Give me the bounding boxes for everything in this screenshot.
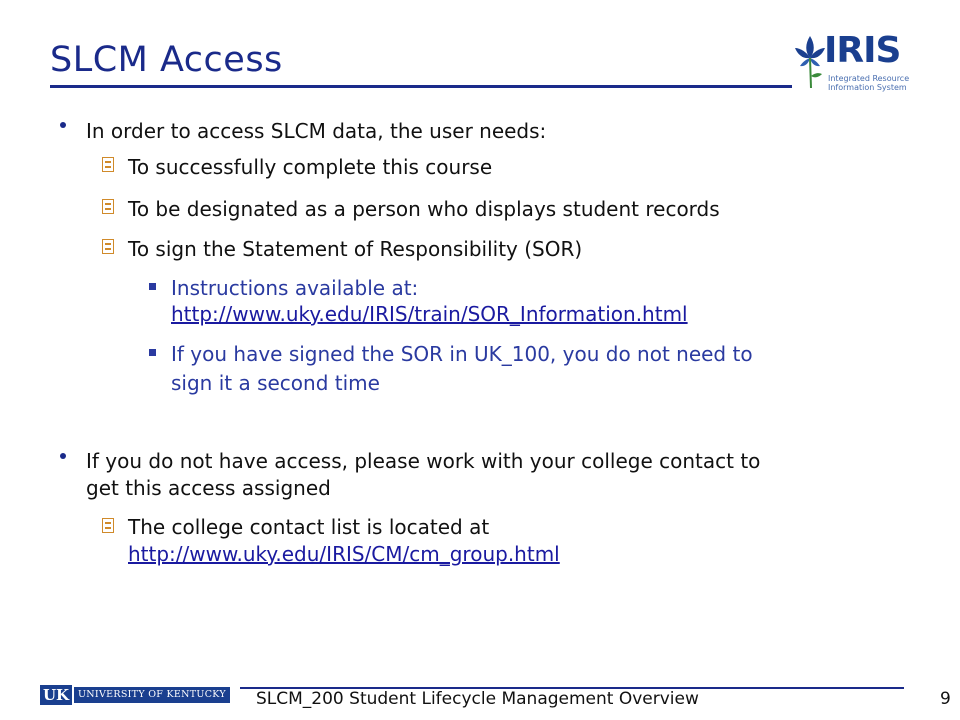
sub-bullet-text: To sign the Statement of Responsibility (SOR)	[128, 237, 583, 261]
college-contact-link[interactable]: http://www.uky.edu/IRIS/CM/cm_group.html	[128, 542, 560, 566]
iris-logo	[788, 30, 910, 92]
sor-information-link[interactable]: http://www.uky.edu/IRIS/train/SOR_Information.html	[171, 302, 688, 326]
document-icon	[102, 157, 114, 172]
bullet-dot	[60, 453, 66, 459]
iris-logo-tagline: Information System	[828, 83, 907, 92]
document-icon	[102, 239, 114, 254]
document-icon	[102, 518, 114, 533]
square-bullet	[149, 283, 156, 290]
iris-logo-word: IRIS	[824, 30, 901, 71]
bullet-text: If you do not have access, please work with your college contact to	[86, 449, 761, 473]
title-underline	[50, 85, 792, 88]
bullet-text: get this access assigned	[86, 476, 331, 500]
sub-bullet-text: To be designated as a person who displays student records	[128, 197, 720, 221]
university-name: UNIVERSITY OF KENTUCKY	[74, 687, 230, 703]
third-level-text: Instructions available at:	[171, 276, 419, 300]
footer-course-title: SLCM_200 Student Lifecycle Management Overview	[256, 689, 699, 709]
third-level-text: If you have signed the SOR in UK_100, you do not need to	[171, 342, 753, 366]
bullet-dot	[60, 122, 66, 128]
uk-mark: UK	[40, 685, 72, 705]
university-of-kentucky-logo	[40, 683, 232, 707]
sub-bullet-text: To successfully complete this course	[128, 155, 493, 179]
slide-title: SLCM Access	[50, 40, 283, 80]
iris-logo-tagline: Integrated Resource	[828, 74, 910, 83]
page-number: 9	[940, 689, 951, 709]
square-bullet	[149, 349, 156, 356]
third-level-text: sign it a second time	[171, 371, 380, 395]
bullet-text: In order to access SLCM data, the user needs:	[86, 119, 547, 143]
document-icon	[102, 199, 114, 214]
iris-flower-icon	[792, 32, 828, 90]
sub-bullet-text: The college contact list is located at	[128, 515, 490, 539]
